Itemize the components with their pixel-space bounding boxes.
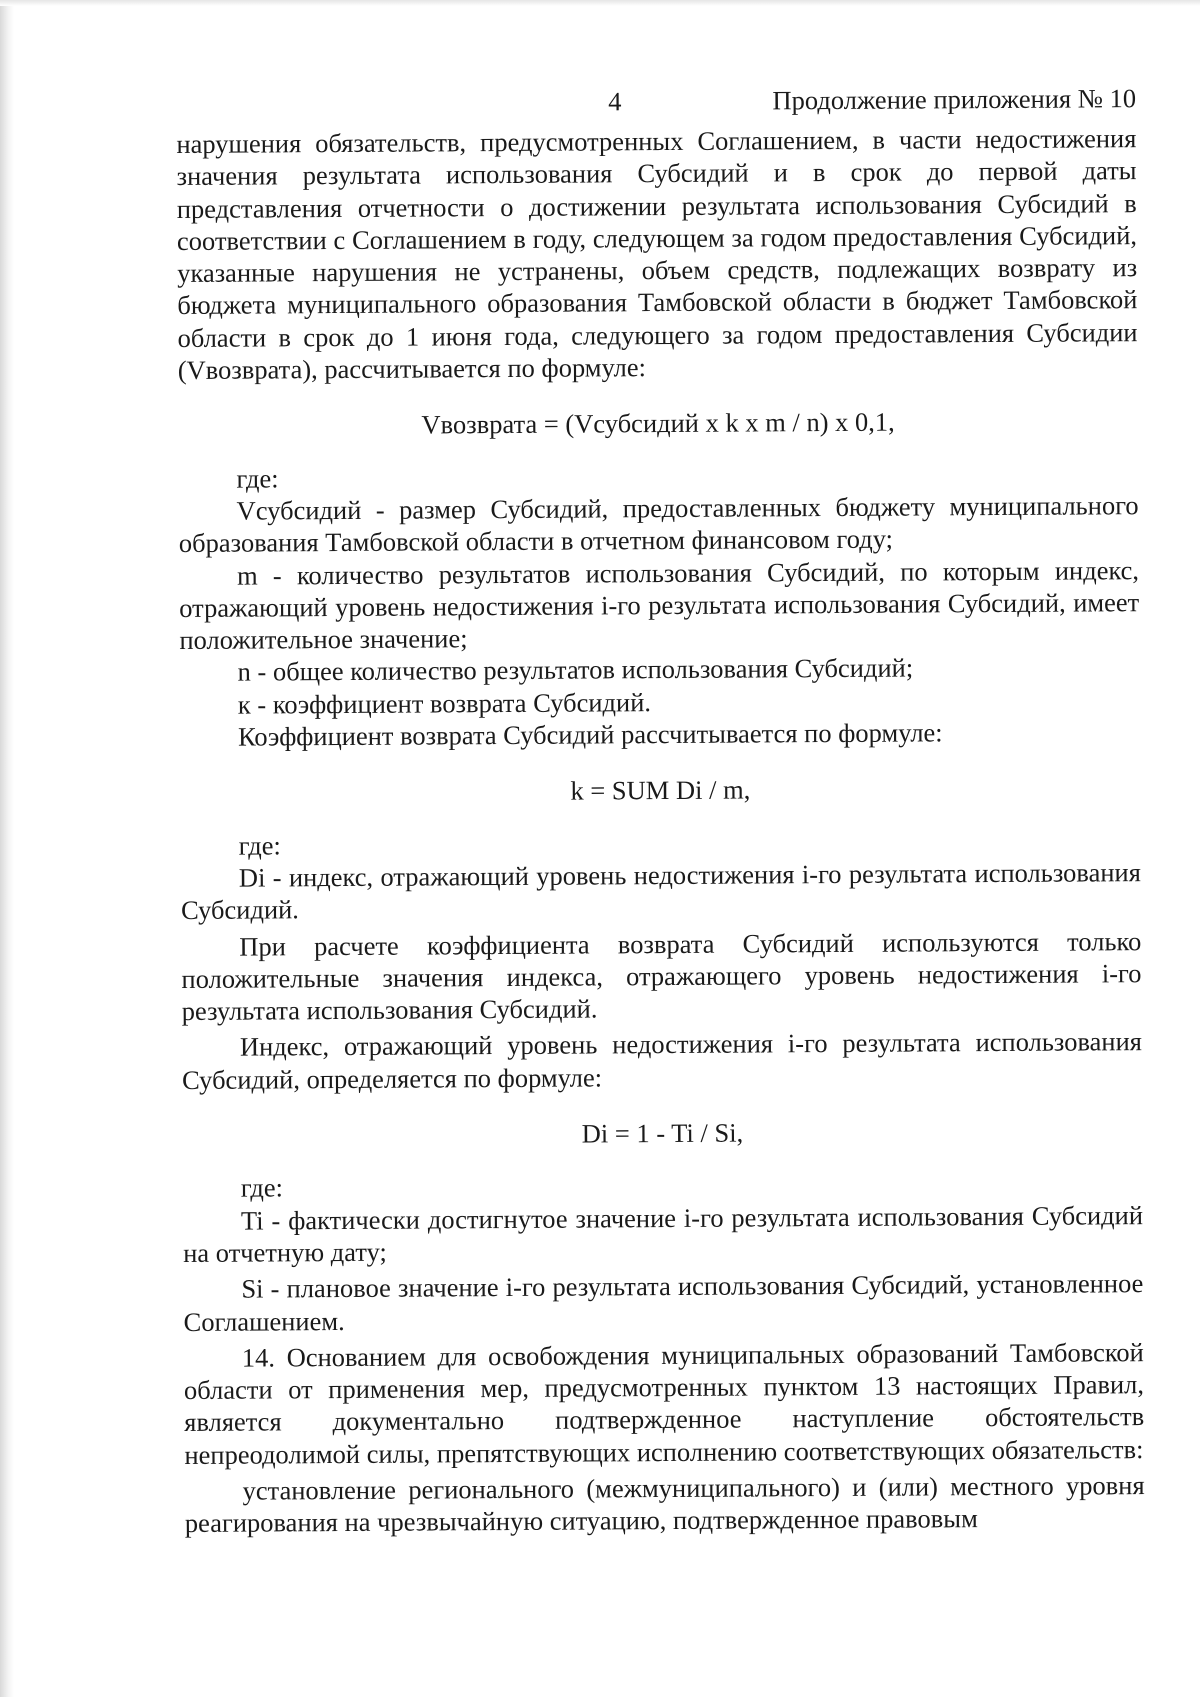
index-intro: Индекс, отражающий уровень недостижения i-го результата использования Субсидий, определяется по формуле:	[182, 1026, 1142, 1095]
formula-index: Di = 1 - Ti / Si,	[581, 1117, 744, 1149]
formula-coefficient: k = SUM Di / m,	[570, 774, 751, 806]
definition-m: m - количество результатов использования Субсидий, по которым индекс, отражающий уровень недостижения i-го результата использования Субсидий, имеет положительное значение;	[179, 554, 1140, 656]
paragraph-emergency: установление регионального (межмуниципального) и (или) местного уровня реагирования на чрезвычайную ситуацию, подтвержденное правовым	[184, 1470, 1145, 1539]
paragraph-14: 14. Основанием для освобождения муниципальных образований Тамбовской области от применения мер, предусмотренных пунктом 13 настоящих Правил, является документально подтвержденное наступление обстоятельств непреодолимой силы, препятствующих исполнению соответствующих обязательств:	[183, 1336, 1145, 1470]
coefficient-intro: Коэффициент возврата Субсидий рассчитывается по формуле:	[237, 717, 943, 752]
positive-values-note: При расчете коэффициента возврата Субсидий используются только положительные значения индекса, отражающего уровень недостижения i-го результата использования Субсидий.	[181, 925, 1142, 1027]
paragraph-continuation: нарушения обязательств, предусмотренных Соглашением, в части недостижения значения результата использования Субсидий и в срок до первой даты представления отчетности о достижении результата использования Субсидий в соответствии с Соглашением в году, следующем за годом предоставления Субсидий, указанные нарушения не устранены, объем средств, подлежащих возврату из бюджета муниципального образования Тамбовской области в бюджет Тамбовской области в срок до 1 июня года, следующего за годом предоставления Субсидии (Vвозврата), рассчитывается по формуле:	[176, 123, 1138, 386]
definition-si: Si - плановое значение i-го результата использования Субсидий, установленное Соглашением.	[183, 1268, 1144, 1337]
where-label: где:	[240, 1172, 284, 1203]
definition-k: к - коэффициент возврата Субсидий.	[237, 686, 652, 720]
page-number: 4	[608, 86, 622, 117]
page-header	[176, 74, 1136, 128]
definition-di: Di - индекс, отражающий уровень недостижения i-го результата использования Субсидий.	[180, 857, 1141, 926]
scan-edge	[0, 0, 14, 1697]
definition-vsubsidy: Vсубсидий - размер Субсидий, предоставленных бюджету муниципального образования Тамбовской области в отчетном финансовом году;	[178, 490, 1139, 559]
where-label: где:	[236, 463, 279, 494]
appendix-title: Продолжение приложения № 10	[772, 83, 1137, 116]
definition-ti: Ti - фактически достигнутое значение i-го результата использования Субсидий на отчетную дату;	[183, 1199, 1144, 1268]
document-page	[176, 74, 1145, 1539]
where-label: где:	[238, 830, 281, 861]
definition-n: n - общее количество результатов использования Субсидий;	[237, 652, 914, 688]
formula-return-volume: Vвозврата = (Vсубсидий x k x m / n) x 0,1,	[421, 406, 895, 440]
scan-edge-top	[0, 0, 1200, 6]
